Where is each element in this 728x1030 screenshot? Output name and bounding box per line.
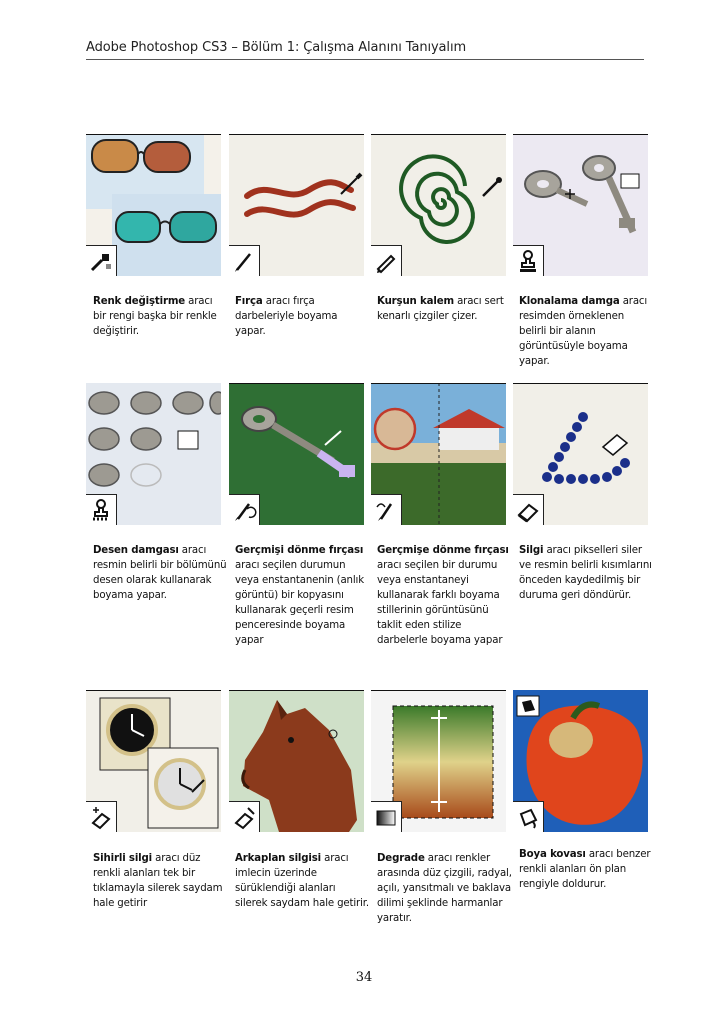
color-replacement-image (86, 134, 221, 276)
magic-eraser-image (86, 690, 221, 832)
pattern-stamp-description: Desen damgası aracı resmin belirli bir bölümünü desen olarak kullanarak boyama yapar. (93, 545, 227, 601)
color-replacement-description: Renk değiştirme aracı bir rengi başka bir renkle değiştirir. (93, 296, 217, 337)
page-header: Adobe Photoshop CS3 – Bölüm 1: Çalışma Alanını Tanıyalım (86, 40, 644, 60)
history-brush-description: Gerçmişi dönme fırçası aracı seçilen durumun veya enstantanenin (anlık görüntü) bir kopyasını kullanarak geçerli resim penceresinde boyama yapar (235, 545, 364, 646)
pencil-icon (371, 245, 402, 276)
art-history-brush-image (371, 383, 506, 525)
eraser-image (513, 383, 648, 525)
brush-description: Fırça aracı fırça darbeleriyle boyama yapar. (235, 296, 338, 337)
clone-stamp-icon (513, 245, 544, 276)
background-eraser-icon (229, 801, 260, 832)
gradient-image (371, 690, 506, 832)
clone-stamp-image (513, 134, 648, 276)
brush-icon (229, 245, 260, 276)
color-replacement-icon (86, 245, 117, 276)
eraser-icon (513, 494, 544, 525)
pattern-stamp-image (86, 383, 221, 525)
page-number: 34 (355, 970, 373, 985)
magic-eraser-icon (86, 801, 117, 832)
eraser-description: Silgi aracı pikselleri siler ve resmin belirli kısımlarını önceden kaydedilmiş bir duruma geri döndürür. (519, 545, 652, 601)
history-brush-icon (229, 494, 260, 525)
background-eraser-description: Arkaplan silgisi aracı imlecin üzerinde sürüklendiği alanları silerek saydam hale getirir. (235, 853, 369, 909)
paint-bucket-image (513, 690, 648, 832)
pattern-stamp-icon (86, 494, 117, 525)
art-history-brush-description: Gerçmişe dönme fırçası aracı seçilen bir durumu veya enstantaneyi kullanarak farklı boyama stillerinin görüntüsünü taklit eden stilize darbelerle boyama yapar (377, 545, 509, 646)
pencil-description: Kurşun kalem aracı sert kenarlı çizgiler çizer. (377, 296, 504, 322)
pencil-image (371, 134, 506, 276)
paint-bucket-description: Boya kovası aracı benzer renkli alanları ön plan rengiyle doldurur. (519, 849, 651, 890)
magic-eraser-description: Sihirli silgi aracı düz renkli alanları tek bir tıklamayla silerek saydam hale getirir (93, 853, 223, 909)
background-eraser-image (229, 690, 364, 832)
brush-image (229, 134, 364, 276)
paint-bucket-icon (513, 801, 544, 832)
history-brush-image (229, 383, 364, 525)
gradient-icon (371, 801, 402, 832)
clone-stamp-description: Klonalama damga aracı resimden örneklenen belirli bir alanın görüntüsüyle boyama yapar. (519, 296, 648, 367)
gradient-description: Degrade aracı renkler arasında düz çizgili, radyal, açılı, yansıtmalı ve baklava dilimi şeklinde harmanlar yaratır. (377, 853, 512, 924)
art-history-brush-icon (371, 494, 402, 525)
